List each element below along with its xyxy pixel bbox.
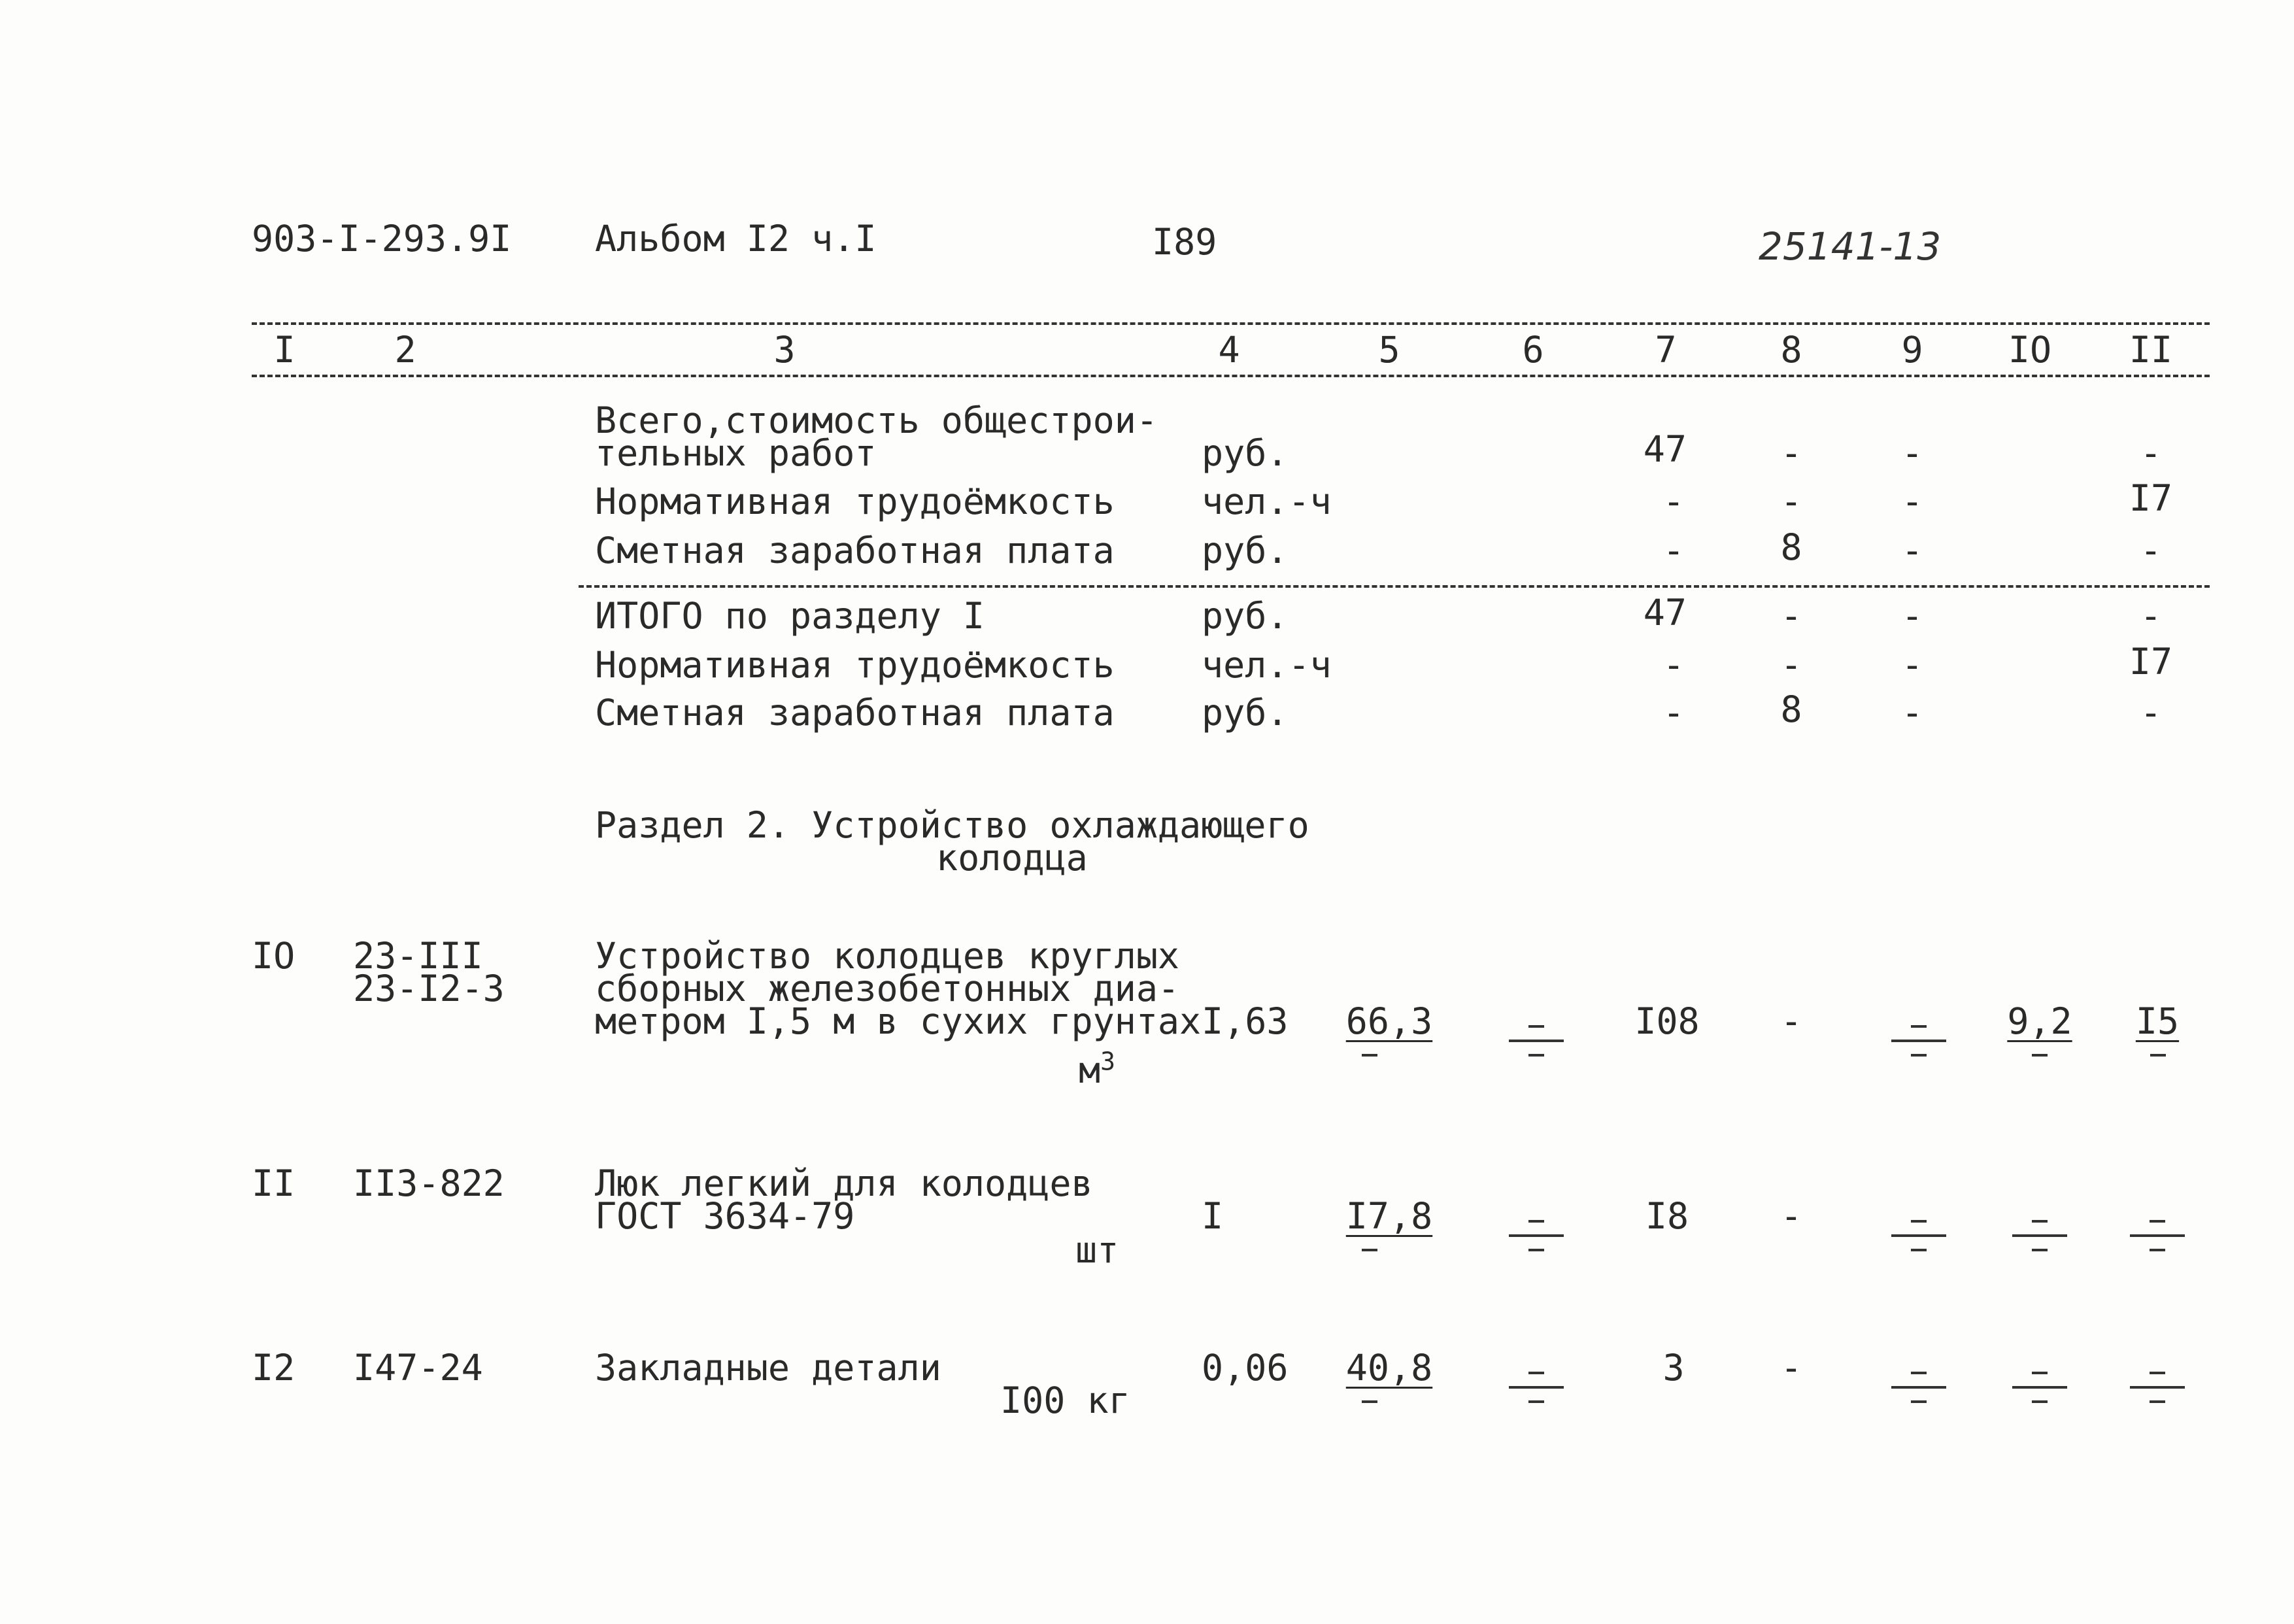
value-c9: - — [1901, 432, 1923, 474]
value-c8: - — [1780, 1195, 1802, 1237]
value-c7: I8 — [1645, 1195, 1689, 1237]
album-label: Альбом I2 ч.I — [595, 218, 877, 260]
value-c7: - — [1662, 481, 1685, 522]
row-number: IO — [252, 935, 295, 977]
fraction-dash — [2125, 1215, 2190, 1260]
value-c7: 3 — [1662, 1347, 1685, 1389]
unit: руб. — [1202, 595, 1289, 637]
dash-mark — [1362, 1249, 1377, 1251]
col-num: IO — [2008, 329, 2052, 371]
value-c11 — [2112, 1000, 2203, 1042]
dash-mark — [2150, 1054, 2166, 1057]
section2-title-cont: колодца — [936, 837, 1088, 879]
fraction-dash — [1504, 1020, 1569, 1066]
value-c7: 47 — [1643, 428, 1687, 470]
norm-code: 23-I2-3 — [353, 968, 505, 1009]
value-c8: - — [1780, 1347, 1802, 1389]
row-description: сборных железобетонных диа- — [595, 968, 1180, 1009]
fraction-dash — [2125, 1366, 2190, 1412]
page-number: I89 — [1152, 221, 1217, 263]
value-c11: - — [2140, 595, 2162, 637]
row-number: I2 — [252, 1347, 295, 1389]
norm-code: I47-24 — [353, 1347, 483, 1389]
value-c8: - — [1780, 1000, 1802, 1042]
col-num: 2 — [394, 329, 416, 371]
wage-label: Сметная заработная плата — [595, 692, 1115, 734]
row-description: Люк легкий для колодцев — [595, 1162, 1093, 1204]
price-c5 — [1337, 1347, 1442, 1389]
value-text: 9,2 — [2007, 1000, 2072, 1042]
dash-mark — [2032, 1054, 2048, 1057]
value-c11: I7 — [2129, 477, 2173, 519]
row-unit: I00 кг — [1000, 1379, 1130, 1421]
price-c5 — [1337, 1195, 1442, 1237]
value-c9: - — [1901, 530, 1923, 571]
quantity: I,63 — [1202, 1000, 1289, 1042]
unit-text: м — [1079, 1049, 1101, 1091]
unit: руб. — [1202, 432, 1289, 474]
value-c10 — [1994, 1000, 2085, 1042]
value-c9: - — [1901, 481, 1923, 522]
price-c5 — [1337, 1000, 1442, 1042]
document-code: 903-I-293.9I — [252, 218, 512, 260]
fraction-dash — [1504, 1366, 1569, 1412]
col-num: I — [273, 329, 295, 371]
value-c7: I08 — [1634, 1000, 1700, 1042]
norm-code: 23-III — [353, 935, 483, 977]
header-line-top — [252, 322, 2210, 325]
header-line-bottom — [252, 375, 2210, 377]
value-c11: - — [2140, 692, 2162, 734]
value-c11: - — [2140, 530, 2162, 571]
value-c8: - — [1780, 595, 1802, 637]
quantity: 0,06 — [1202, 1347, 1289, 1389]
value-c8: - — [1780, 432, 1802, 474]
fraction-dash — [1886, 1215, 1951, 1260]
row-description: метром I,5 м в сухих грунтах — [595, 1000, 1202, 1042]
row-number: II — [252, 1162, 295, 1204]
unit: чел.-ч — [1202, 644, 1332, 686]
row-description: ГОСТ 3634-79 — [595, 1195, 855, 1237]
labor-label: Нормативная трудоёмкость — [595, 644, 1115, 686]
section-divider — [579, 585, 2210, 588]
fraction-dash — [1886, 1366, 1951, 1412]
value-c11: I7 — [2129, 641, 2173, 683]
fraction-dash — [2007, 1215, 2072, 1260]
value-c8: 8 — [1780, 688, 1802, 730]
col-num: 9 — [1901, 329, 1923, 371]
handwritten-number: 25141-13 — [1759, 224, 1942, 269]
quantity: I — [1202, 1195, 1224, 1237]
unit: руб. — [1202, 692, 1289, 734]
norm-code: II3-822 — [353, 1162, 505, 1204]
value-c11: - — [2140, 432, 2162, 474]
value-c8: 8 — [1780, 526, 1802, 568]
col-num: 4 — [1218, 329, 1240, 371]
col-num: 3 — [773, 329, 796, 371]
value-text: I5 — [2135, 1000, 2180, 1042]
col-num: 5 — [1378, 329, 1400, 371]
value-c9: - — [1901, 595, 1923, 637]
unit: чел.-ч — [1202, 481, 1332, 522]
wage-label: Сметная заработная плата — [595, 530, 1115, 571]
col-num: II — [2129, 329, 2173, 371]
row-description: Закладные детали — [595, 1347, 941, 1389]
section2-title: Раздел 2. Устройство охлаждающего — [595, 804, 1309, 846]
value-c7: 47 — [1643, 592, 1687, 634]
fraction-dash — [2007, 1366, 2072, 1412]
row-unit — [1079, 1047, 1116, 1091]
dash-mark — [1362, 1400, 1377, 1403]
value-c9: - — [1901, 644, 1923, 686]
price-value: 40,8 — [1345, 1347, 1433, 1389]
value-c9: - — [1901, 692, 1923, 734]
row-description: Устройство колодцев круглых — [595, 935, 1180, 977]
total-label-line1: Всего,стоимость общестрои- — [595, 399, 1158, 441]
fraction-dash — [1886, 1020, 1951, 1066]
itogo-label: ИТОГО по разделу I — [595, 595, 985, 637]
value-c7: - — [1662, 644, 1685, 686]
dash-mark — [1362, 1054, 1377, 1057]
fraction-dash — [1504, 1215, 1569, 1260]
unit-superscript: 3 — [1100, 1047, 1116, 1076]
row-unit: шт — [1075, 1229, 1119, 1271]
labor-label: Нормативная трудоёмкость — [595, 481, 1115, 522]
unit: руб. — [1202, 530, 1289, 571]
total-label-line2: тельных работ — [595, 432, 877, 474]
value-c8: - — [1780, 644, 1802, 686]
price-value: 66,3 — [1345, 1000, 1433, 1042]
value-c8: - — [1780, 481, 1802, 522]
col-num: 8 — [1780, 329, 1802, 371]
price-value: I7,8 — [1345, 1195, 1433, 1237]
value-c7: - — [1662, 530, 1685, 571]
value-c7: - — [1662, 692, 1685, 734]
col-num: 7 — [1655, 329, 1677, 371]
col-num: 6 — [1522, 329, 1544, 371]
